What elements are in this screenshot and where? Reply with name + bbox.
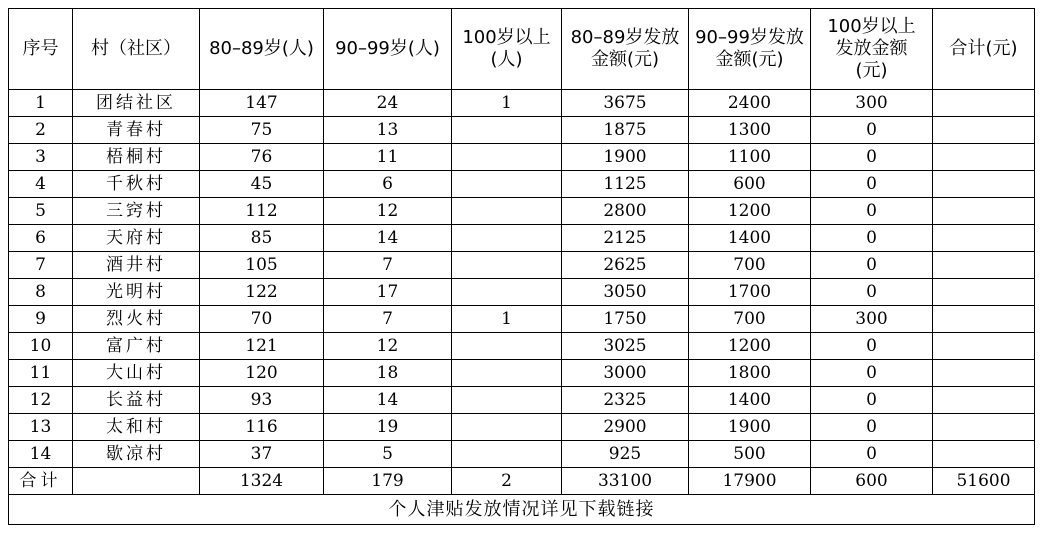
cell-col-age-100-plus xyxy=(452,441,562,468)
cell-col-village: 大山村 xyxy=(73,360,200,387)
total-col-age-100-plus: 2 xyxy=(452,468,562,495)
cell-col-amount-80-89: 3025 xyxy=(562,333,689,360)
cell-col-age-100-plus xyxy=(452,144,562,171)
cell-col-village: 歇凉村 xyxy=(73,441,200,468)
cell-col-index: 5 xyxy=(9,198,73,225)
cell-col-index: 11 xyxy=(9,360,73,387)
table-row xyxy=(9,441,1035,468)
total-col-age-80-89: 1324 xyxy=(200,468,324,495)
cell-col-age-80-89: 112 xyxy=(200,198,324,225)
cell-col-amount-80-89: 1125 xyxy=(562,171,689,198)
cell-col-total xyxy=(933,90,1035,117)
cell-col-age-80-89: 37 xyxy=(200,441,324,468)
cell-col-village: 三窍村 xyxy=(73,198,200,225)
cell-col-amount-80-89: 2800 xyxy=(562,198,689,225)
cell-col-age-90-99: 14 xyxy=(324,387,452,414)
header-col-village xyxy=(73,9,200,90)
cell-col-age-90-99: 5 xyxy=(324,441,452,468)
cell-col-village: 富广村 xyxy=(73,333,200,360)
cell-col-amount-80-89: 3000 xyxy=(562,360,689,387)
cell-col-total xyxy=(933,252,1035,279)
cell-col-total xyxy=(933,306,1035,333)
cell-col-total xyxy=(933,144,1035,171)
cell-col-age-90-99: 13 xyxy=(324,117,452,144)
cell-col-amount-90-99: 1100 xyxy=(689,144,811,171)
header-line: (人) xyxy=(490,49,523,70)
cell-col-index: 2 xyxy=(9,117,73,144)
cell-col-amount-90-99: 1200 xyxy=(689,333,811,360)
cell-col-age-100-plus xyxy=(452,171,562,198)
header-line: 合计(元) xyxy=(949,38,1018,59)
cell-col-index: 12 xyxy=(9,387,73,414)
cell-col-amount-80-89: 2125 xyxy=(562,225,689,252)
header-line: 80–89岁(人) xyxy=(209,38,314,59)
cell-col-total xyxy=(933,117,1035,144)
cell-col-total xyxy=(933,387,1035,414)
download-note: 个人津贴发放情况详见下载链接 xyxy=(9,495,1035,525)
cell-col-age-90-99: 24 xyxy=(324,90,452,117)
subsidy-table xyxy=(8,8,1035,525)
cell-col-age-90-99: 7 xyxy=(324,306,452,333)
cell-col-index: 3 xyxy=(9,144,73,171)
table-row xyxy=(9,90,1035,117)
cell-col-age-100-plus xyxy=(452,414,562,441)
cell-col-amount-90-99: 700 xyxy=(689,306,811,333)
cell-col-amount-100-plus: 0 xyxy=(811,198,933,225)
cell-col-village: 千秋村 xyxy=(73,171,200,198)
table-row xyxy=(9,117,1035,144)
total-col-village xyxy=(73,468,200,495)
header-col-index xyxy=(9,9,73,90)
cell-col-total xyxy=(933,198,1035,225)
header-line: 金额(元) xyxy=(590,49,660,70)
table-row xyxy=(9,414,1035,441)
cell-col-amount-100-plus: 300 xyxy=(811,306,933,333)
cell-col-amount-80-89: 1900 xyxy=(562,144,689,171)
cell-col-village: 光明村 xyxy=(73,279,200,306)
cell-col-amount-90-99: 1200 xyxy=(689,198,811,225)
cell-col-age-80-89: 116 xyxy=(200,414,324,441)
cell-col-village: 烈火村 xyxy=(73,306,200,333)
cell-col-age-90-99: 17 xyxy=(324,279,452,306)
header-line: 100岁以上 xyxy=(462,27,551,48)
total-col-total: 51600 xyxy=(933,468,1035,495)
cell-col-total xyxy=(933,279,1035,306)
cell-col-amount-100-plus: 0 xyxy=(811,252,933,279)
cell-col-age-100-plus xyxy=(452,279,562,306)
cell-col-age-100-plus xyxy=(452,198,562,225)
header-col-age-100-plus xyxy=(452,9,562,90)
cell-col-age-90-99: 14 xyxy=(324,225,452,252)
header-line: 村（社区） xyxy=(91,38,181,59)
cell-col-amount-90-99: 1400 xyxy=(689,387,811,414)
header-col-amount-80-89 xyxy=(562,9,689,90)
cell-col-age-80-89: 93 xyxy=(200,387,324,414)
cell-col-age-80-89: 76 xyxy=(200,144,324,171)
cell-col-amount-90-99: 1700 xyxy=(689,279,811,306)
cell-col-village: 酒井村 xyxy=(73,252,200,279)
cell-col-village: 青春村 xyxy=(73,117,200,144)
cell-col-total xyxy=(933,333,1035,360)
cell-col-amount-100-plus: 0 xyxy=(811,225,933,252)
cell-col-age-100-plus xyxy=(452,360,562,387)
cell-col-index: 10 xyxy=(9,333,73,360)
cell-col-amount-100-plus: 0 xyxy=(811,387,933,414)
header-line: 90–99岁发放 xyxy=(695,27,804,48)
cell-col-age-80-89: 70 xyxy=(200,306,324,333)
header-line: 序号 xyxy=(22,38,59,59)
cell-col-total xyxy=(933,414,1035,441)
cell-col-age-100-plus xyxy=(452,117,562,144)
cell-col-index: 13 xyxy=(9,414,73,441)
cell-col-village: 天府村 xyxy=(73,225,200,252)
header-line: 金额(元) xyxy=(715,49,784,70)
cell-col-total xyxy=(933,171,1035,198)
cell-col-total xyxy=(933,360,1035,387)
cell-col-village: 梧桐村 xyxy=(73,144,200,171)
total-row xyxy=(9,468,1035,495)
header-line: (元) xyxy=(855,60,888,81)
cell-col-amount-80-89: 3675 xyxy=(562,90,689,117)
table-row xyxy=(9,198,1035,225)
cell-col-age-90-99: 12 xyxy=(324,198,452,225)
header-row xyxy=(9,9,1035,90)
cell-col-age-80-89: 120 xyxy=(200,360,324,387)
cell-col-amount-80-89: 1875 xyxy=(562,117,689,144)
header-col-amount-90-99 xyxy=(689,9,811,90)
cell-col-amount-80-89: 925 xyxy=(562,441,689,468)
header-col-age-90-99 xyxy=(324,9,452,90)
total-col-amount-80-89: 33100 xyxy=(562,468,689,495)
table-row xyxy=(9,279,1035,306)
cell-col-age-100-plus: 1 xyxy=(452,306,562,333)
cell-col-village: 太和村 xyxy=(73,414,200,441)
cell-col-amount-90-99: 1800 xyxy=(689,360,811,387)
cell-col-amount-80-89: 2325 xyxy=(562,387,689,414)
cell-col-age-80-89: 75 xyxy=(200,117,324,144)
header-line: 80–89岁发放 xyxy=(570,27,680,48)
header-col-amount-100-plus xyxy=(811,9,933,90)
header-line: 发放金额 xyxy=(835,38,908,59)
cell-col-age-90-99: 18 xyxy=(324,360,452,387)
cell-col-amount-100-plus: 0 xyxy=(811,360,933,387)
cell-col-village: 长益村 xyxy=(73,387,200,414)
table-row xyxy=(9,144,1035,171)
cell-col-amount-100-plus: 300 xyxy=(811,90,933,117)
cell-col-amount-90-99: 500 xyxy=(689,441,811,468)
cell-col-amount-90-99: 1300 xyxy=(689,117,811,144)
cell-col-amount-80-89: 1750 xyxy=(562,306,689,333)
cell-col-age-90-99: 6 xyxy=(324,171,452,198)
cell-col-age-100-plus: 1 xyxy=(452,90,562,117)
cell-col-age-90-99: 19 xyxy=(324,414,452,441)
total-col-index: 合计 xyxy=(9,468,73,495)
cell-col-amount-90-99: 700 xyxy=(689,252,811,279)
cell-col-village: 团结社区 xyxy=(73,90,200,117)
cell-col-amount-80-89: 2900 xyxy=(562,414,689,441)
cell-col-amount-90-99: 1400 xyxy=(689,225,811,252)
cell-col-age-100-plus xyxy=(452,252,562,279)
footer-row xyxy=(9,495,1035,525)
cell-col-amount-90-99: 600 xyxy=(689,171,811,198)
total-col-age-90-99: 179 xyxy=(324,468,452,495)
cell-col-amount-100-plus: 0 xyxy=(811,144,933,171)
cell-col-age-80-89: 45 xyxy=(200,171,324,198)
cell-col-index: 8 xyxy=(9,279,73,306)
header-col-age-80-89 xyxy=(200,9,324,90)
header-col-total xyxy=(933,9,1035,90)
table-row xyxy=(9,225,1035,252)
cell-col-index: 1 xyxy=(9,90,73,117)
table-row xyxy=(9,306,1035,333)
cell-col-index: 14 xyxy=(9,441,73,468)
cell-col-age-90-99: 12 xyxy=(324,333,452,360)
cell-col-index: 9 xyxy=(9,306,73,333)
cell-col-index: 4 xyxy=(9,171,73,198)
table-row xyxy=(9,333,1035,360)
cell-col-amount-80-89: 2625 xyxy=(562,252,689,279)
cell-col-age-80-89: 105 xyxy=(200,252,324,279)
cell-col-total xyxy=(933,225,1035,252)
cell-col-amount-100-plus: 0 xyxy=(811,117,933,144)
cell-col-age-80-89: 147 xyxy=(200,90,324,117)
total-col-amount-100-plus: 600 xyxy=(811,468,933,495)
table-row xyxy=(9,171,1035,198)
header-line: 100岁以上 xyxy=(827,16,916,37)
total-col-amount-90-99: 17900 xyxy=(689,468,811,495)
cell-col-amount-90-99: 1900 xyxy=(689,414,811,441)
cell-col-age-100-plus xyxy=(452,387,562,414)
cell-col-amount-90-99: 2400 xyxy=(689,90,811,117)
cell-col-age-80-89: 85 xyxy=(200,225,324,252)
cell-col-amount-80-89: 3050 xyxy=(562,279,689,306)
cell-col-age-80-89: 121 xyxy=(200,333,324,360)
cell-col-amount-100-plus: 0 xyxy=(811,414,933,441)
header-line: 90–99岁(人) xyxy=(335,38,440,59)
table-row xyxy=(9,360,1035,387)
cell-col-age-90-99: 11 xyxy=(324,144,452,171)
table-row xyxy=(9,252,1035,279)
cell-col-amount-100-plus: 0 xyxy=(811,171,933,198)
cell-col-amount-100-plus: 0 xyxy=(811,441,933,468)
cell-col-index: 6 xyxy=(9,225,73,252)
cell-col-amount-100-plus: 0 xyxy=(811,333,933,360)
cell-col-age-80-89: 122 xyxy=(200,279,324,306)
cell-col-age-100-plus xyxy=(452,333,562,360)
cell-col-total xyxy=(933,441,1035,468)
table-row xyxy=(9,387,1035,414)
cell-col-index: 7 xyxy=(9,252,73,279)
cell-col-age-90-99: 7 xyxy=(324,252,452,279)
cell-col-age-100-plus xyxy=(452,225,562,252)
cell-col-amount-100-plus: 0 xyxy=(811,279,933,306)
